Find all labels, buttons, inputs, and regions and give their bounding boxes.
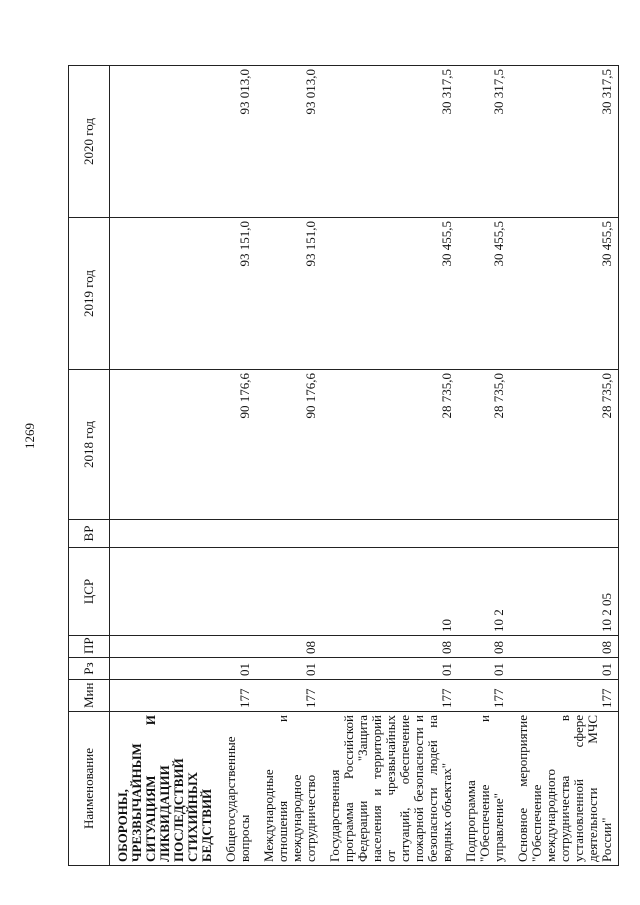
header-pr: ПР <box>69 636 110 658</box>
row-rz: 01 <box>510 658 619 680</box>
row-2020 <box>110 66 219 218</box>
row-vr <box>256 520 322 548</box>
header-2018: 2018 год <box>69 370 110 520</box>
row-2018 <box>110 370 219 520</box>
row-pr <box>218 636 256 658</box>
row-2018: 28 735,0 <box>510 370 619 520</box>
row-name: Подпрограмма "Обеспечение и управление" <box>458 712 510 866</box>
header-2020: 2020 год <box>69 66 110 218</box>
row-2019: 30 455,5 <box>322 218 458 370</box>
row-name: Государственная программа Российской Федерации "Защита населения и территорий от чрезвычайных ситуаций, обеспечение пожарной безопасности и безопасности людей на водных объектах" <box>322 712 458 866</box>
budget-table <box>68 65 619 866</box>
row-2019 <box>110 218 219 370</box>
row-2019: 93 151,0 <box>218 218 256 370</box>
row-vr <box>510 520 619 548</box>
row-pr: 08 <box>322 636 458 658</box>
header-min: Мин <box>69 680 110 712</box>
row-pr: 08 <box>510 636 619 658</box>
header-name: Наименование <box>69 712 110 866</box>
table-row <box>110 66 219 866</box>
row-csr: 10 2 05 <box>510 548 619 636</box>
row-csr <box>256 548 322 636</box>
row-min: 177 <box>218 680 256 712</box>
row-name: Основное мероприятие "Обеспечение международного сотрудничества в установленной сфере деятельности МЧС России" <box>510 712 619 866</box>
row-rz: 01 <box>458 658 510 680</box>
row-min: 177 <box>256 680 322 712</box>
row-2020: 93 013,0 <box>218 66 256 218</box>
row-2019: 30 455,5 <box>458 218 510 370</box>
row-pr <box>110 636 219 658</box>
row-min: 177 <box>322 680 458 712</box>
row-min: 177 <box>458 680 510 712</box>
table-row <box>256 66 322 866</box>
header-vr: ВР <box>69 520 110 548</box>
header-row <box>69 66 110 866</box>
row-name: Общегосударственные вопросы <box>218 712 256 866</box>
row-2019: 93 151,0 <box>256 218 322 370</box>
header-rz: Рз <box>69 658 110 680</box>
rotated-table-wrapper <box>68 66 618 866</box>
row-2020: 93 013,0 <box>256 66 322 218</box>
page-number: 1269 <box>22 423 37 449</box>
row-vr <box>110 520 219 548</box>
row-pr: 08 <box>458 636 510 658</box>
row-name: ОБОРОНЫ, ЧРЕЗВЫЧАЙНЫМ СИТУАЦИЯМ И ЛИКВИДАЦИИ ПОСЛЕДСТВИЙ СТИХИЙНЫХ БЕДСТВИЙ <box>110 712 219 866</box>
row-min <box>110 680 219 712</box>
table-row <box>218 66 256 866</box>
row-min: 177 <box>510 680 619 712</box>
header-csr: ЦСР <box>69 548 110 636</box>
row-2020: 30 317,5 <box>458 66 510 218</box>
header-2019: 2019 год <box>69 218 110 370</box>
row-rz: 01 <box>322 658 458 680</box>
row-vr <box>458 520 510 548</box>
row-2020: 30 317,5 <box>322 66 458 218</box>
row-vr <box>322 520 458 548</box>
row-csr: 10 2 <box>458 548 510 636</box>
table-row <box>510 66 619 866</box>
row-2018: 90 176,6 <box>218 370 256 520</box>
row-2018: 28 735,0 <box>322 370 458 520</box>
row-2018: 90 176,6 <box>256 370 322 520</box>
row-pr: 08 <box>256 636 322 658</box>
row-rz <box>110 658 219 680</box>
row-csr <box>110 548 219 636</box>
row-name: Международные отношения и международное сотрудничество <box>256 712 322 866</box>
row-csr <box>218 548 256 636</box>
row-2019: 30 455,5 <box>510 218 619 370</box>
row-2018: 28 735,0 <box>458 370 510 520</box>
table-row <box>322 66 458 866</box>
row-vr <box>218 520 256 548</box>
row-csr: 10 <box>322 548 458 636</box>
row-2020: 30 317,5 <box>510 66 619 218</box>
row-rz: 01 <box>256 658 322 680</box>
row-rz: 01 <box>218 658 256 680</box>
table-row <box>458 66 510 866</box>
